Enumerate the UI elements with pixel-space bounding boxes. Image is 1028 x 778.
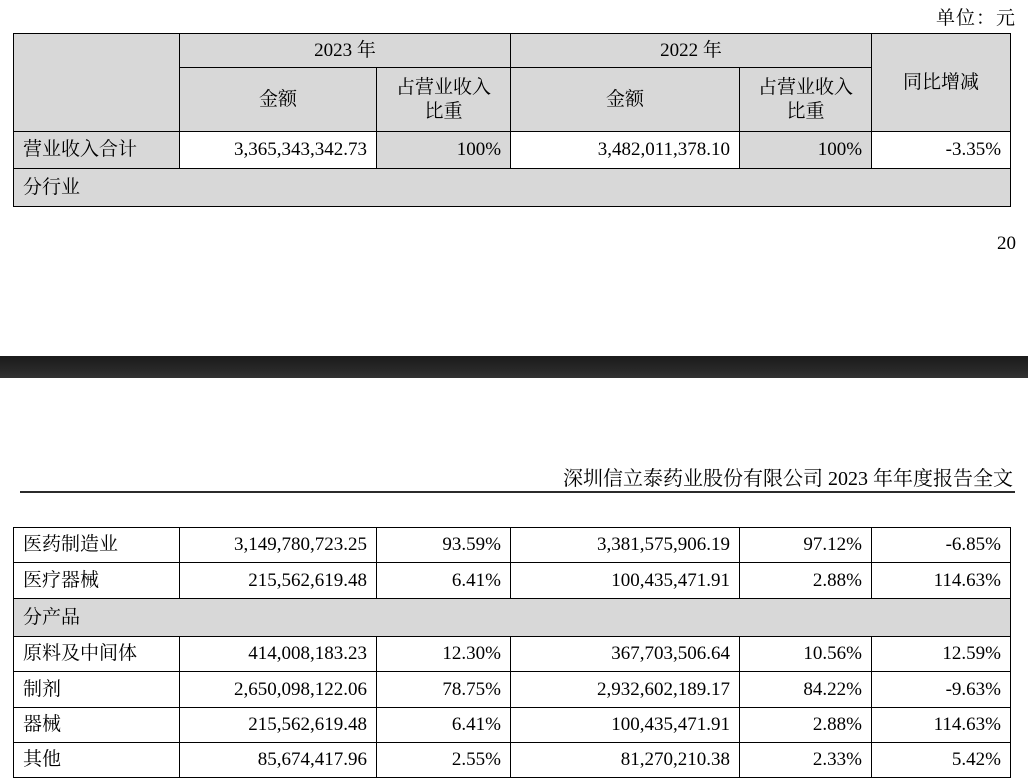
revenue-table-top [13,33,1011,207]
share-2022-cell: 2.33% [740,743,872,778]
yoy-cell: 114.63% [872,708,1011,743]
table-row-product [14,637,1011,672]
share-2023-cell: 78.75% [377,672,511,708]
table-row-industry [14,563,1011,599]
amount-2022-cell: 367,703,506.64 [511,637,740,672]
table-row-section-product [14,599,1011,637]
share-2023-cell: 2.55% [377,743,511,778]
share-2023-cell: 6.41% [377,563,511,599]
share-header-line2: 比重 [424,100,463,122]
table-row-product [14,672,1011,708]
section-label-industry: 分行业 [14,169,1011,207]
table-row-total-revenue [14,132,1011,169]
share-2023-cell: 100% [377,132,511,169]
amount-2023-header: 金额 [180,68,377,132]
amount-2022-cell: 81,270,210.38 [511,743,740,778]
share-2022-header [740,68,872,132]
row-label: 制剂 [14,672,180,708]
share-2022-cell: 97.12% [740,528,872,563]
amount-2023-cell: 414,008,183.23 [180,637,377,672]
year-2023-header: 2023 年 [180,34,511,68]
yoy-change-header: 同比增减 [872,34,1011,132]
table-row-industry [14,528,1011,563]
row-label: 原料及中间体 [14,637,180,672]
amount-2023-cell: 215,562,619.48 [180,563,377,599]
share-header-line1: 占营业收入 [758,76,854,98]
year-2022-header: 2022 年 [511,34,872,68]
share-header-line2: 比重 [786,100,825,122]
share-2022-cell: 100% [740,132,872,169]
share-2022-cell: 10.56% [740,637,872,672]
title-underline [20,491,1015,493]
share-2023-cell: 12.30% [377,637,511,672]
amount-2022-header: 金额 [511,68,740,132]
table-row-product [14,743,1011,778]
unit-note: 单位：元 [935,8,1016,29]
share-2022-cell: 84.22% [740,672,872,708]
yoy-cell: 114.63% [872,563,1011,599]
revenue-table-bottom [13,527,1011,778]
row-label: 营业收入合计 [14,132,180,169]
share-2023-cell: 6.41% [377,708,511,743]
yoy-cell: -6.85% [872,528,1011,563]
amount-2023-cell: 215,562,619.48 [180,708,377,743]
section-label-product: 分产品 [14,599,1011,637]
table-row-product [14,708,1011,743]
table-row-section-industry [14,169,1011,207]
report-title: 深圳信立泰药业股份有限公司 2023 年年度报告全文 [563,468,1013,490]
share-2023-cell: 93.59% [377,528,511,563]
share-2022-cell: 2.88% [740,708,872,743]
amount-2023-cell: 2,650,098,122.06 [180,672,377,708]
row-label: 医疗器械 [14,563,180,599]
corner-cell [14,34,180,132]
amount-2022-cell: 2,932,602,189.17 [511,672,740,708]
page-number: 20 [997,233,1016,254]
amount-2022-cell: 3,482,011,378.10 [511,132,740,169]
amount-2022-cell: 3,381,575,906.19 [511,528,740,563]
amount-2023-cell: 3,149,780,723.25 [180,528,377,563]
share-2022-cell: 2.88% [740,563,872,599]
amount-2022-cell: 100,435,471.91 [511,708,740,743]
row-label: 器械 [14,708,180,743]
yoy-cell: -3.35% [872,132,1011,169]
row-label: 其他 [14,743,180,778]
row-label: 医药制造业 [14,528,180,563]
amount-2023-cell: 3,365,343,342.73 [180,132,377,169]
amount-2022-cell: 100,435,471.91 [511,563,740,599]
share-header-line1: 占营业收入 [396,76,492,98]
yoy-cell: -9.63% [872,672,1011,708]
table-row [14,34,1011,68]
yoy-cell: 12.59% [872,637,1011,672]
yoy-cell: 5.42% [872,743,1011,778]
share-2023-header [377,68,511,132]
amount-2023-cell: 85,674,417.96 [180,743,377,778]
page-break-bar [0,356,1028,378]
